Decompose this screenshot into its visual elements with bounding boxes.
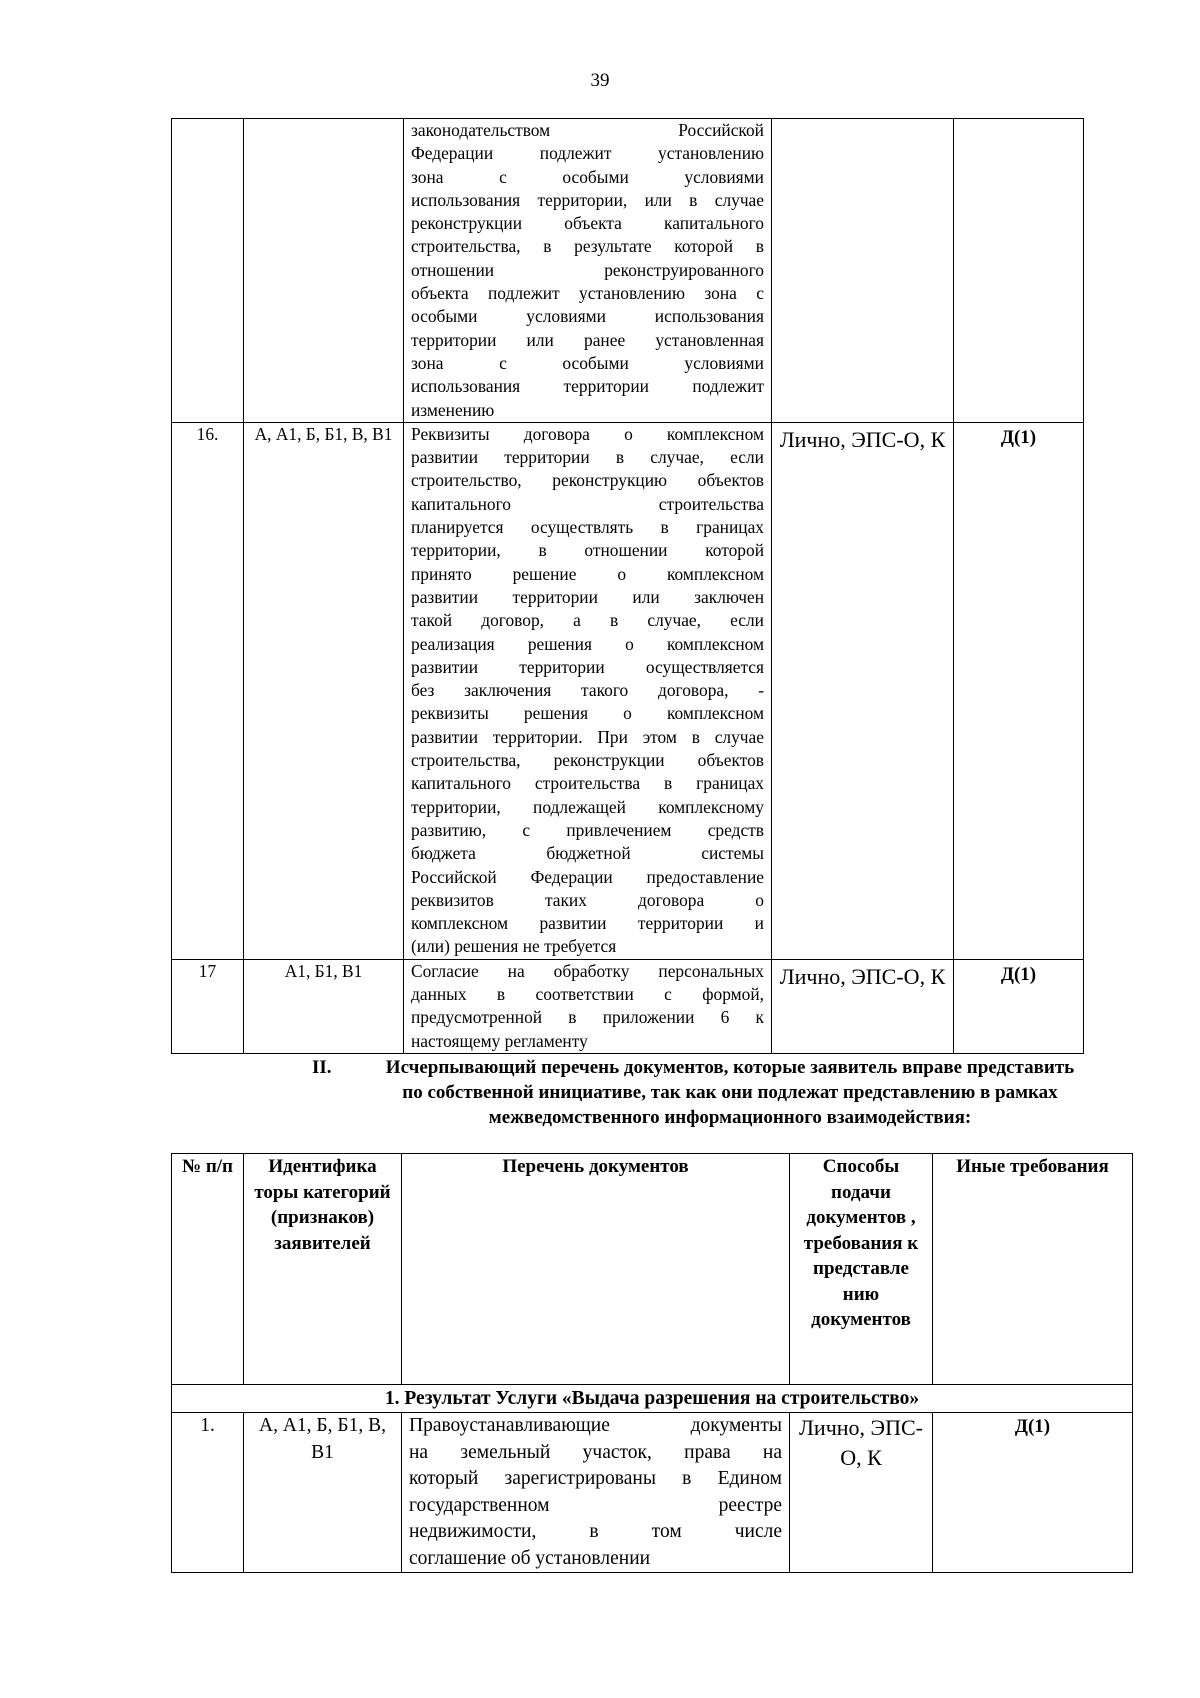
document-text-line: развитии территории или заключен [411,586,764,607]
document-text-line: (или) решения не требуется [411,936,617,957]
cell-categories: А1, Б1, В1 [244,959,404,1053]
cell-documents [404,119,772,423]
document-text-line: капитального строительства [411,493,764,514]
cell-num: 17 [172,959,244,1053]
cell-categories [244,119,404,423]
document-text-line: законодательством Российской [411,120,764,140]
document-text-line: Согласие на обработку персональных [411,960,764,981]
cell-other: Д(1) [954,422,1084,959]
cell-num: 16. [172,422,244,959]
table-row-continuation [172,119,1084,423]
document-text-line: принято решение о комплексном [411,563,764,584]
document-text-line: реквизиты решения о комплексном [411,703,764,724]
document-text-line: зона с особыми условиями [411,352,764,373]
document-text-line: Федерации подлежит установлению [411,143,764,164]
document-text-line: реконструкции объекта капитального [411,213,764,234]
document-text-line: такой договор, а в случае, если [411,610,764,631]
cell-num [172,119,244,423]
cell-documents [404,959,772,1053]
document-text-line: реализация решения о комплексном [411,633,764,654]
document-text-line: без заключения такого договора, - [411,680,764,701]
documents-table-continued [171,118,1084,1054]
section-heading [300,1055,1080,1130]
document-text-line: комплексном развитии территории и [411,913,764,934]
document-text-line: использования территории подлежит [411,376,764,397]
document-text-line: территории, в отношении которой [411,540,764,561]
cell-other: Д(1) [954,959,1084,1053]
document-text-line: Правоустанавливающие документы [409,1415,782,1436]
cell-methods: Лично, ЭПС-О, К [772,422,954,959]
documents-table-section-2 [171,1153,1133,1573]
section-number: II. [312,1057,332,1078]
header-num: № п/п [172,1154,244,1385]
document-text-line: Российской Федерации предоставление [411,866,764,887]
document-text-line: государственном реестре [409,1494,782,1516]
document-text-line: бюджета бюджетной системы [411,843,764,864]
document-text-line: настоящему регламенту [411,1030,588,1051]
result-subheading: 1. Результат Услуги «Выдача разрешения на строительство» [172,1385,1133,1413]
document-text-line: планируется осуществлять в границах [411,517,764,538]
header-methods: Способы подачи документов , требования к представле нию документов [790,1154,933,1385]
document-text-line: который зарегистрированы в Едином [409,1468,782,1489]
cell-documents [404,422,772,959]
cell-categories: А, А1, Б, Б1, В, В1 [244,1413,402,1573]
document-text-line: реквизитов таких договора о [411,889,764,910]
document-text-line: недвижимости, в том числе [409,1521,782,1542]
cell-methods: Лично, ЭПС-О, К [790,1413,933,1573]
header-categories: Идентифика торы категорий (признаков) заявителей [244,1154,402,1385]
table-row-1 [172,1413,1133,1573]
document-text-line: развитии территории. При этом в случае [411,726,764,747]
document-text-line: строительства, реконструкции объектов [411,750,764,771]
document-text-line: зона с особыми условиями [411,166,764,187]
table-header-row [172,1154,1133,1385]
document-text-line: объекта подлежит установлению зона с [411,283,764,304]
document-text-line: территории или ранее установленная [411,329,764,350]
document-text-line: строительства, в результате которой в [411,236,764,257]
cell-categories: А, А1, Б, Б1, В, В1 [244,422,404,959]
header-other: Иные требования [933,1154,1133,1385]
table-row-17 [172,959,1084,1053]
table-row-16 [172,422,1084,959]
header-documents: Перечень документов [402,1154,790,1385]
document-text-line: отношении реконструированного [411,259,764,280]
document-text-line: развитии территории в случае, если [411,447,764,468]
cell-methods [772,119,954,423]
cell-num: 1. [172,1413,244,1573]
document-text-line: использования территории, или в случае [411,189,764,210]
cell-documents [402,1413,790,1573]
page-number: 39 [590,70,610,91]
cell-methods: Лично, ЭПС-О, К [772,959,954,1053]
document-text-line: строительство, реконструкцию объектов [411,470,764,491]
document-text-line: капитального строительства в границах [411,773,764,794]
document-text-line: развитию, с привлечением средств [411,819,764,840]
document-text-line: предусмотренной в приложении 6 к [411,1007,764,1028]
cell-other: Д(1) [933,1413,1133,1573]
section-title: Исчерпывающий перечень документов, которые заявитель вправе представить по собственной инициативе, так как они подлежат представлению в рамках межведомственного информационного взаимодействия: [385,1057,1075,1128]
document-text-line: особыми условиями использования [411,306,764,327]
document-text-line: Реквизиты договора о комплексном [411,423,764,444]
document-text-line: соглашение об установлении [409,1547,651,1569]
document-text-line: изменению [411,399,495,420]
table-subheading-row [172,1385,1133,1413]
document-text-line: территории, подлежащей комплексному [411,796,764,817]
cell-other [954,119,1084,423]
document-text-line: данных в соответствии с формой, [411,983,764,1004]
document-text-line: развитии территории осуществляется [411,656,764,677]
document-text-line: на земельный участок, права на [409,1441,782,1463]
